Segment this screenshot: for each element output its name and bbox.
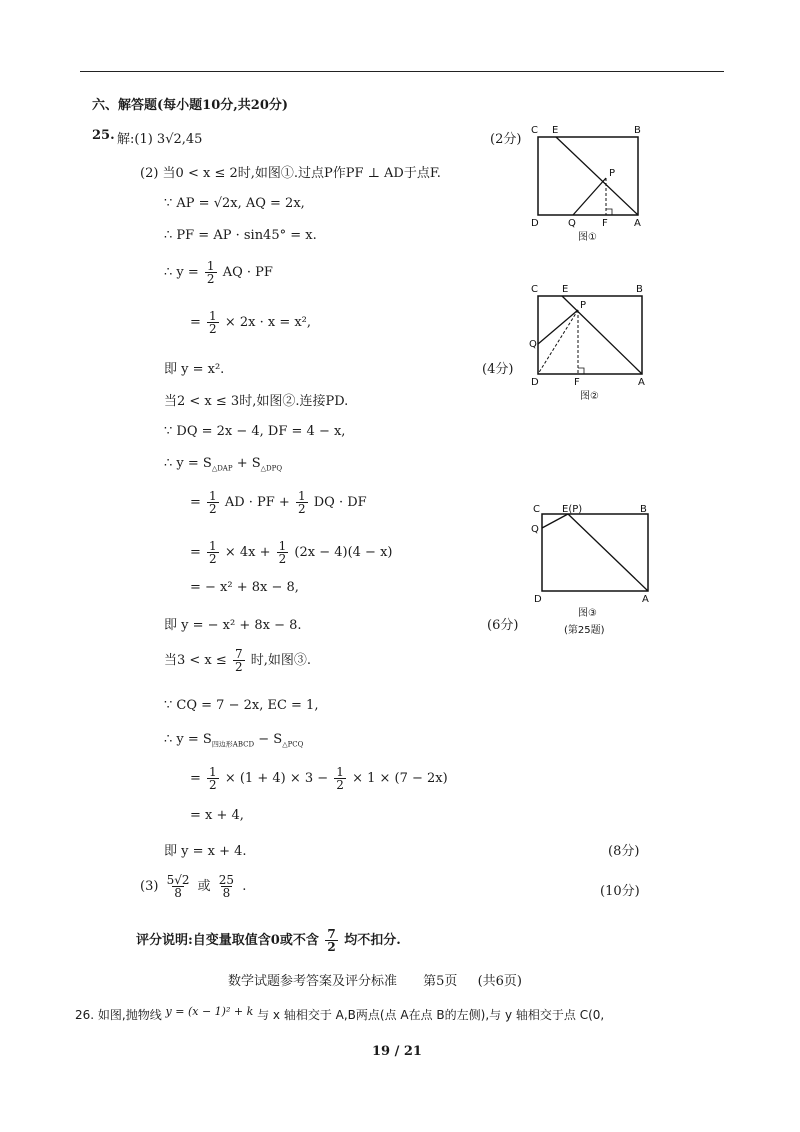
- fraction: [165, 874, 192, 899]
- part3-answer: [140, 874, 246, 899]
- text: (3): [140, 879, 159, 894]
- label-a: A: [642, 594, 649, 605]
- caption-problem-25: (第25题): [564, 625, 605, 636]
- footer-total: (共6页): [477, 974, 522, 989]
- caption-fig1: 图①: [578, 232, 597, 243]
- score-6: (6分): [487, 618, 519, 633]
- caption-fig3: 图③: [578, 608, 597, 619]
- line-pq: [538, 310, 578, 344]
- label-q: Q: [529, 339, 537, 350]
- line-y-area1: [164, 260, 273, 285]
- fraction: [296, 490, 308, 515]
- label-c: C: [531, 125, 538, 136]
- text: =: [190, 315, 201, 330]
- subscript: 四边形ABCD: [211, 740, 255, 749]
- figure-1: [528, 122, 654, 246]
- line-y-simplified: = − x² + 8x − 8,: [190, 580, 299, 595]
- rectangle-abcd: [538, 137, 638, 215]
- fraction: [207, 490, 219, 515]
- fraction: [207, 540, 219, 565]
- text: 评分说明:自变量取值含0或不含: [136, 933, 319, 948]
- denominator: 2: [209, 502, 217, 516]
- label-d: D: [531, 218, 539, 229]
- line-y-sum: [164, 456, 282, 473]
- page-footer: [228, 970, 522, 989]
- label-p: P: [609, 168, 616, 179]
- text: (2x − 4)(4 − x): [294, 545, 393, 560]
- text: 当3 < x ≤: [164, 653, 227, 668]
- text: 或: [197, 879, 211, 894]
- label-d: D: [531, 377, 539, 388]
- denominator: 2: [327, 940, 336, 954]
- result-case3: 即 y = x + 4.: [164, 844, 247, 859]
- denominator: 2: [209, 778, 217, 792]
- right-angle-mark: [606, 209, 612, 215]
- label-e: E: [562, 284, 569, 295]
- fraction: [217, 874, 236, 899]
- rectangle-abcd: [542, 514, 648, 591]
- parabola-equation: y = (x − 1)² + k: [165, 1005, 254, 1018]
- fraction: [233, 648, 245, 673]
- line-cq-ec: ∵ CQ = 7 − 2x, EC = 1,: [164, 698, 319, 713]
- line-y-sum-subst: [190, 540, 392, 565]
- numerator: 1: [209, 765, 217, 779]
- line-y-diff-calc: [190, 766, 448, 791]
- denominator: 2: [278, 552, 287, 566]
- subscript: △DAP: [211, 464, 233, 473]
- label-a: A: [638, 377, 645, 388]
- numerator: 5√2: [166, 873, 190, 887]
- line-y-linear: = x + 4,: [190, 808, 244, 823]
- label-q: Q: [531, 524, 539, 535]
- caption-fig2: 图②: [580, 391, 599, 402]
- text: ∴ y = S: [164, 456, 212, 471]
- line-y-sum-expand: [190, 490, 367, 515]
- denominator: 2: [209, 552, 217, 566]
- text: 时,如图③.: [250, 653, 311, 668]
- line-ea: [562, 296, 642, 374]
- line-pq: [542, 514, 568, 528]
- question-26-intro: [75, 1006, 604, 1023]
- part1-answer: 解:(1) 3√2,45: [117, 132, 203, 147]
- fraction: [207, 310, 219, 335]
- label-d: D: [534, 594, 542, 605]
- label-b: B: [634, 125, 641, 136]
- section-title: 六、解答题(每小题10分,共20分): [92, 98, 289, 113]
- text: .: [242, 879, 247, 894]
- question-number: 25.: [92, 128, 115, 143]
- label-b: B: [636, 284, 643, 295]
- denominator: 8: [174, 886, 182, 900]
- label-p: P: [580, 300, 587, 311]
- numerator: 7: [234, 647, 243, 661]
- label-a: A: [634, 218, 641, 229]
- score-8: (8分): [608, 844, 640, 859]
- denominator: 8: [222, 886, 231, 900]
- text: =: [190, 545, 201, 560]
- numerator: 1: [209, 309, 217, 323]
- text: AQ · PF: [222, 265, 273, 280]
- line-dq-df: ∵ DQ = 2x − 4, DF = 4 − x,: [164, 424, 346, 439]
- label-c: C: [531, 284, 538, 295]
- numerator: 7: [327, 927, 336, 941]
- fraction: [205, 260, 217, 285]
- fraction: [334, 766, 346, 791]
- text: 与 x 轴相交于 A,B两点(点 A在点 B的左侧),与 y 轴相交于点 C(0,: [257, 1008, 605, 1022]
- text: DQ · DF: [313, 495, 367, 510]
- figure-3: [528, 500, 658, 640]
- part2-case2: 当2 < x ≤ 3时,如图②.连接PD.: [164, 394, 349, 409]
- text: × 2x · x = x²,: [224, 315, 312, 330]
- label-e: E: [552, 125, 559, 136]
- line-pq: [573, 178, 606, 215]
- denominator: 2: [297, 502, 306, 516]
- denominator: 2: [206, 272, 215, 286]
- denominator: 2: [336, 778, 344, 792]
- score-10: (10分): [600, 884, 640, 899]
- text: ∴ y = S: [164, 732, 212, 747]
- page-number: 19 / 21: [372, 1044, 422, 1059]
- label-q: Q: [568, 218, 576, 229]
- text: =: [190, 771, 201, 786]
- score-2: (2分): [490, 132, 522, 147]
- figure-2: [528, 280, 654, 406]
- footer-title: 数学试题参考答案及评分标准: [228, 974, 398, 989]
- text: AD · PF +: [224, 495, 290, 510]
- numerator: 1: [336, 765, 344, 779]
- subscript: △DPQ: [260, 464, 283, 473]
- text: 均不扣分.: [344, 933, 401, 948]
- numerator: 1: [297, 489, 306, 503]
- numerator: 1: [209, 539, 217, 553]
- score-4: (4分): [482, 362, 514, 377]
- text: + S: [232, 456, 261, 471]
- numerator: 1: [206, 259, 215, 273]
- line-pf: ∴ PF = AP · sin45° = x.: [164, 228, 317, 243]
- fraction: [325, 928, 337, 953]
- result-case2: 即 y = − x² + 8x − 8.: [164, 618, 302, 633]
- result-case1: 即 y = x².: [164, 362, 225, 377]
- text: =: [190, 495, 201, 510]
- line-ap-aq: ∵ AP = √2x, AQ = 2x,: [164, 196, 305, 211]
- numerator: 1: [209, 489, 217, 503]
- text: − S: [254, 732, 283, 747]
- right-angle-mark: [578, 368, 584, 374]
- scoring-note: [136, 928, 401, 953]
- denominator: 2: [209, 322, 217, 336]
- text: ∴ y =: [164, 265, 199, 280]
- label-f: F: [602, 218, 608, 229]
- label-b: B: [640, 504, 647, 515]
- label-f: F: [574, 377, 580, 388]
- part2-case3: [164, 648, 311, 673]
- fraction: [207, 766, 219, 791]
- line-ea: [556, 137, 638, 215]
- line-ea: [568, 514, 648, 591]
- text: 26. 如图,抛物线: [75, 1008, 162, 1022]
- label-e-p: E(P): [562, 504, 583, 515]
- subscript: △PCQ: [282, 740, 304, 749]
- text: × 1 × (7 − 2x): [352, 771, 448, 786]
- rectangle-abcd: [538, 296, 642, 374]
- text: × (1 + 4) × 3 −: [224, 771, 329, 786]
- label-c: C: [533, 504, 540, 515]
- denominator: 2: [234, 660, 243, 674]
- numerator: 1: [278, 539, 287, 553]
- text: × 4x +: [224, 545, 271, 560]
- line-y-area1-calc: [190, 310, 311, 335]
- numerator: 25: [218, 873, 235, 887]
- part2-case1: (2) 当0 < x ≤ 2时,如图①.过点P作PF ⊥ AD于点F.: [140, 166, 441, 181]
- top-rule: [80, 71, 724, 72]
- line-pd: [538, 310, 578, 374]
- fraction: [277, 540, 289, 565]
- footer-page: 第5页: [423, 974, 458, 989]
- line-y-diff: [164, 732, 303, 750]
